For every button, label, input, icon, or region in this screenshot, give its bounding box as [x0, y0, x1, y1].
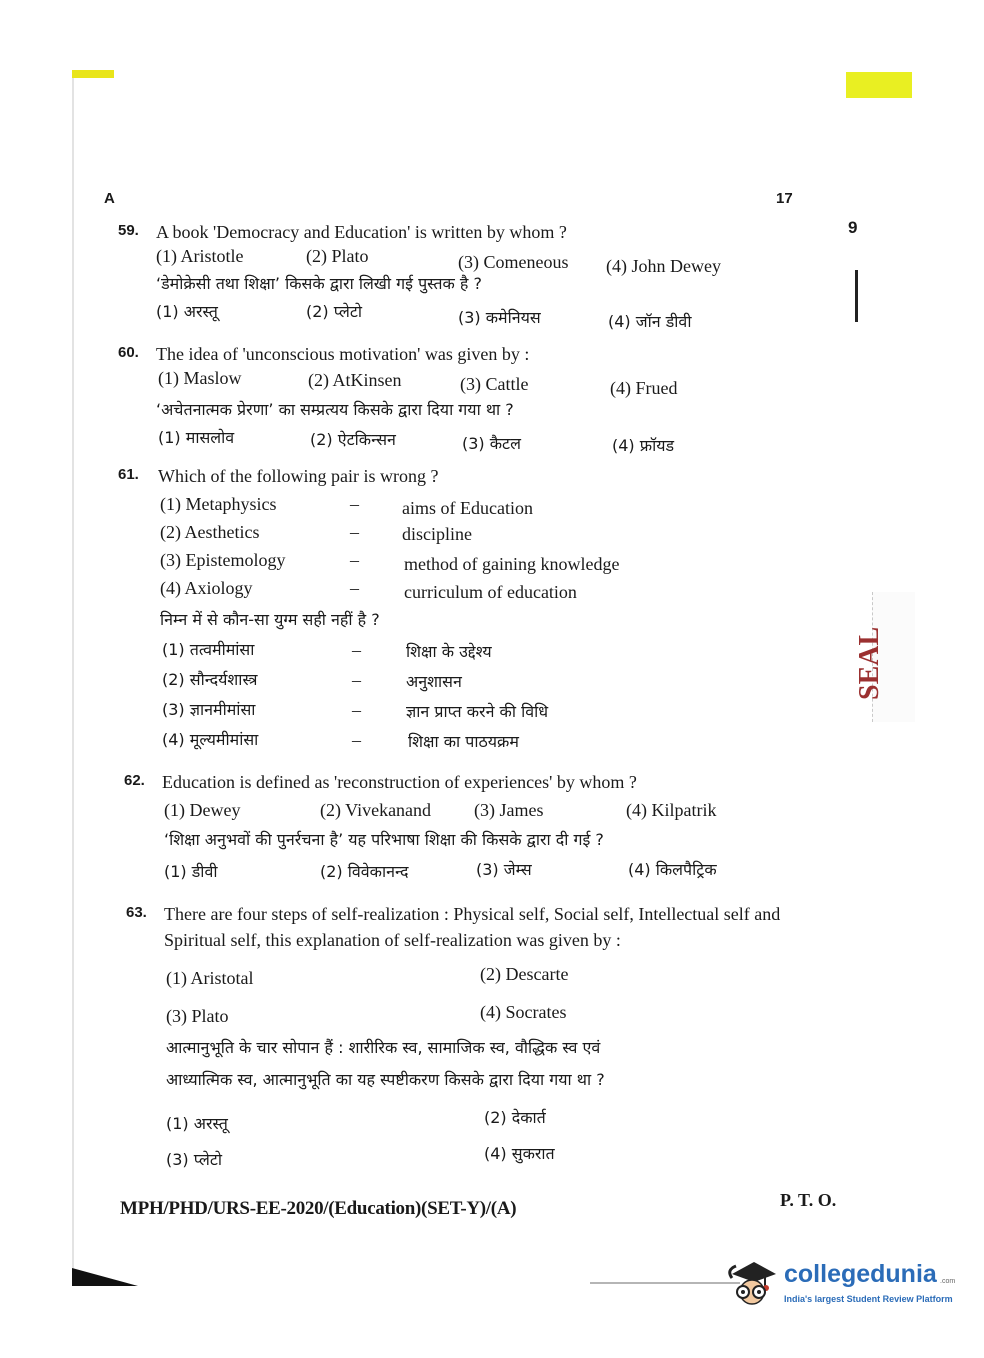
question-text-en: The idea of 'unconscious motivation' was given by : [156, 344, 530, 364]
option-hi-2: (2) प्लेटो [306, 302, 363, 321]
brand-tagline: India's largest Student Review Platform [784, 1294, 953, 1304]
option-hi-3: (3) प्लेटो [166, 1150, 223, 1169]
question-number: 59. [118, 222, 139, 239]
pair-dash: – [352, 640, 361, 660]
option-hi-1: (1) अरस्तू [156, 302, 218, 321]
option-hi-2: (2) ऐटकिन्सन [310, 430, 396, 449]
bottom-rule [590, 1282, 740, 1284]
option-en-1: (1) Aristotle [156, 246, 244, 266]
question-text-en-line2: Spiritual self, this explanation of self-realization was given by : [164, 930, 621, 950]
paper-code: MPH/PHD/URS-EE-2020/(Education)(SET-Y)/(A) [120, 1198, 517, 1219]
option-en-1: (1) Dewey [164, 800, 241, 820]
watermark-brand [726, 1252, 956, 1322]
option-hi-4: (4) सुकरात [484, 1144, 555, 1163]
option-hi-4: (4) जॉन डीवी [608, 312, 692, 331]
question-text-hi-line1: आत्मानुभूति के चार सोपान हैं : शारीरिक स्व, सामाजिक स्व, वौद्धिक स्व एवं [166, 1038, 601, 1057]
graduate-mascot-icon [726, 1252, 780, 1308]
question-number: 60. [118, 344, 139, 361]
question-number: 63. [126, 904, 147, 921]
pair-en-right: aims of Education [402, 498, 533, 518]
pair-hi-right: शिक्षा के उद्देश्य [406, 642, 492, 661]
option-hi-1: (1) डीवी [164, 862, 218, 881]
option-en-4: (4) Socrates [480, 1002, 567, 1022]
option-en-4: (4) Kilpatrik [626, 800, 717, 820]
section-label: A [104, 190, 115, 207]
page-edge [72, 70, 74, 1270]
option-en-1: (1) Aristotal [166, 968, 254, 988]
brand-suffix: .com [940, 1278, 956, 1285]
pair-hi-right: अनुशासन [406, 672, 462, 691]
question-text-hi: ‘शिक्षा अनुभवों की पुनर्रचना है’ यह परिभाषा शिक्षा की किसके द्वारा दी गई ? [164, 830, 604, 849]
question-number: 62. [124, 772, 145, 789]
option-hi-1: (1) अरस्तू [166, 1114, 228, 1133]
pair-dash: – [352, 670, 361, 690]
question-text-hi: ‘डेमोक्रेसी तथा शिक्षा’ किसके द्वारा लिखी गई पुस्तक है ? [156, 274, 482, 293]
question-text-hi: ‘अचेतनात्मक प्रेरणा’ का सम्प्रत्यय किसके द्वारा दिया गया था ? [156, 400, 514, 419]
seal-stamp: SEAL [854, 626, 885, 700]
scan-shadow [72, 1268, 138, 1286]
option-en-3: (3) Cattle [460, 374, 529, 394]
question-text-en: Education is defined as 'reconstruction of experiences' by whom ? [162, 772, 637, 792]
pair-en-left: (1) Metaphysics [160, 494, 277, 514]
option-hi-3: (3) कैटल [462, 434, 521, 453]
edge-mark [855, 270, 858, 322]
question-text-en: A book 'Democracy and Education' is written by whom ? [156, 222, 567, 242]
pair-dash: – [350, 578, 359, 598]
question-text-en: Which of the following pair is wrong ? [158, 466, 439, 486]
pair-dash: – [350, 550, 359, 570]
pair-hi-left: (1) तत्वमीमांसा [162, 640, 255, 659]
option-en-3: (3) Comeneous [458, 252, 569, 272]
question-text-hi: निम्न में से कौन-सा युग्म सही नहीं है ? [160, 610, 380, 629]
pair-dash: – [350, 494, 359, 514]
pair-dash: – [352, 700, 361, 720]
pair-en-right: curriculum of education [404, 582, 577, 602]
pair-en-right: discipline [402, 524, 472, 544]
option-en-3: (3) James [474, 800, 544, 820]
question-text-hi-line2: आध्यात्मिक स्व, आत्मानुभूति का यह स्पष्टीकरण किसके द्वारा दिया गया था ? [166, 1070, 605, 1089]
option-en-2: (2) Vivekanand [320, 800, 432, 820]
option-en-2: (2) Plato [306, 246, 369, 266]
option-en-4: (4) John Dewey [606, 256, 721, 276]
option-en-2: (2) Descarte [480, 964, 569, 984]
pair-en-left: (3) Epistemology [160, 550, 286, 570]
option-hi-1: (1) मासलोव [158, 428, 235, 447]
page-number: 17 [776, 190, 793, 207]
pair-en-left: (4) Axiology [160, 578, 253, 598]
option-en-4: (4) Frued [610, 378, 678, 398]
option-en-3: (3) Plato [166, 1006, 229, 1026]
pair-hi-right: ज्ञान प्राप्त करने की विधि [406, 702, 549, 721]
question-text-en-line1: There are four steps of self-realization : Physical self, Social self, Intellectual self and [164, 904, 781, 924]
highlight-tab-right [846, 72, 912, 98]
pair-hi-left: (4) मूल्यमीमांसा [162, 730, 259, 749]
option-hi-4: (4) किलपैट्रिक [628, 860, 717, 879]
option-hi-2: (2) विवेकानन्द [320, 862, 409, 881]
pto-label: P. T. O. [780, 1190, 837, 1210]
highlight-tab-left [72, 70, 114, 78]
pair-hi-left: (3) ज्ञानमीमांसा [162, 700, 256, 719]
pair-en-right: method of gaining knowledge [404, 554, 620, 574]
option-hi-3: (3) कमेनियस [458, 308, 541, 327]
pair-dash: – [352, 730, 361, 750]
pair-dash: – [350, 522, 359, 542]
brand-name: collegedunia [784, 1260, 937, 1288]
pair-hi-left: (2) सौन्दर्यशास्त्र [162, 670, 258, 689]
stray-mark: 9 [848, 218, 858, 237]
question-number: 61. [118, 466, 139, 483]
option-en-2: (2) AtKinsen [308, 370, 402, 390]
option-hi-3: (3) जेम्स [476, 860, 532, 879]
pair-hi-right: शिक्षा का पाठयक्रम [408, 732, 519, 751]
option-hi-4: (4) फ्रॉयड [612, 436, 675, 455]
option-hi-2: (2) देकार्त [484, 1108, 546, 1127]
pair-en-left: (2) Aesthetics [160, 522, 260, 542]
option-en-1: (1) Maslow [158, 368, 242, 388]
